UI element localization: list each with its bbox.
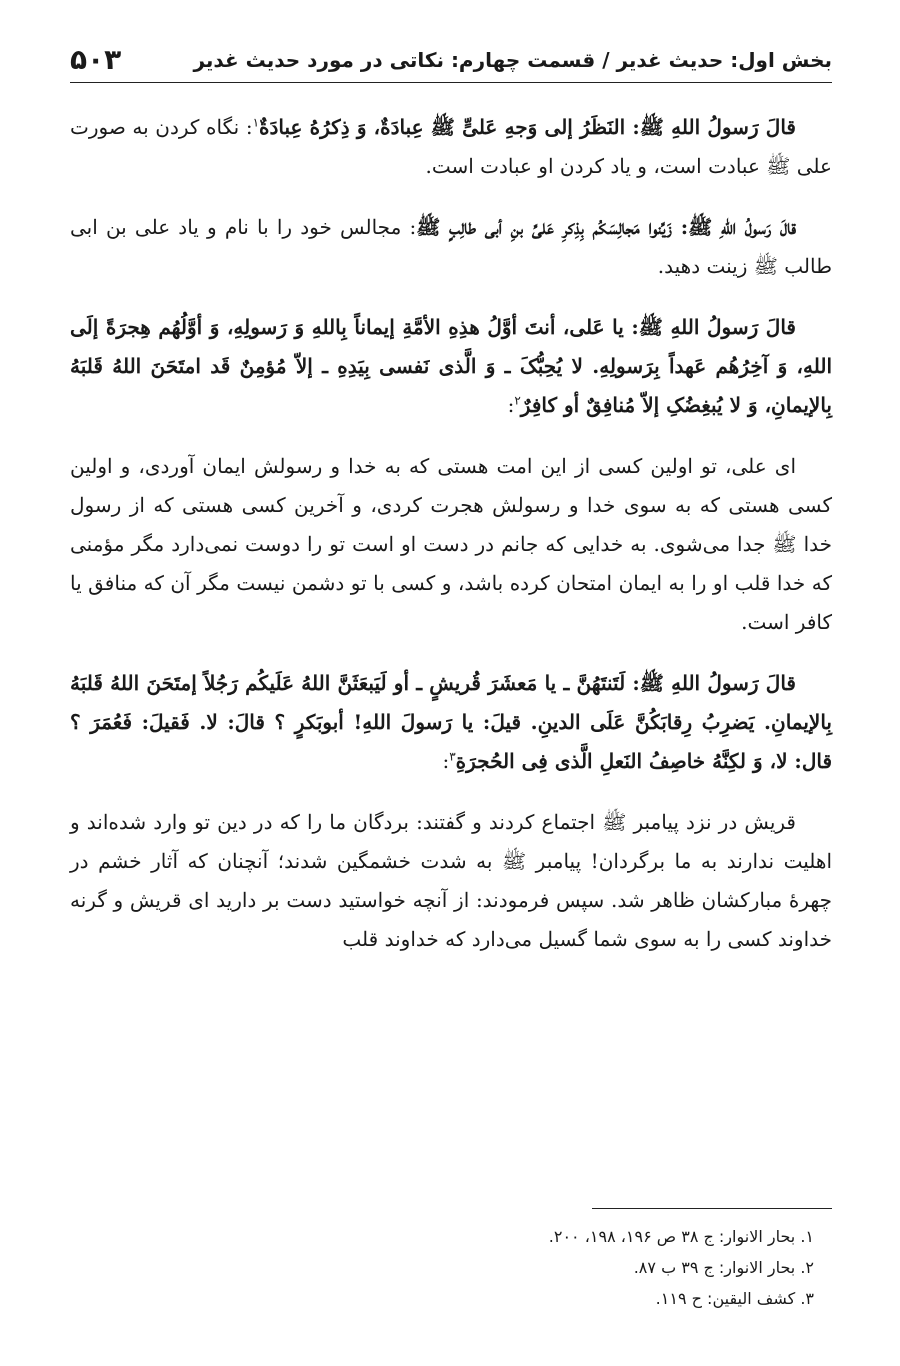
arabic-text: قالَ رَسولُ اللهِ ﷺ: لَتَنتَهُنَّ ـ یا مَعشَرَ قُریشٍ ـ أو لَیَبعَثَنَّ اللهُ عَلَیکُم رَجُلاً إمتَحَنَ اللهُ قَلبَهُ بِالإیمانِ. یَضرِبُ رِقابَکُنَّ عَلَی الدینِ. قیلَ: یا رَسولَ اللهِ! أبوبَکرٍ ؟ قالَ: لا. فَقیلَ: فَعُمَرَ ؟ قال: لا، وَ لکِنَّهُ خاصِفُ النَعلِ الَّذی فِی الحُجرَةِ xyxy=(70,671,832,773)
persian-text: ای علی، تو اولین کسی از این امت هستی که به خدا و رسولش ایمان آوردی، و اولین کسی هستی که به سوی خدا و رسولش هجرت کردی، و آخرین کسی هستی که از رسول خدا ﷺ جدا می‌شوی. به خدایی که جانم در دست او است تو را دوست نمی‌دارد مگر مؤمنی که خدا قلب او را به ایمان امتحان کرده باشد، و کسی با تو دشمن نیست مگر آن که منافق یا کافر است. xyxy=(70,454,832,634)
persian-text: قریش در نزد پیامبر ﷺ اجتماع کردند و گفتند: بردگان ما را که در دین تو وارد شده‌اند و اهلیت ندارند به ما برگردان! پیامبر ﷺ به شدت خشمگین شدند؛ آنچنان که آثار خشم در چهرهٔ مبارکشان ظاهر شد. سپس فرمودند: از آنچه خواستید دست بر دارید ای قریش و گرنه خداوند کسی را به سوی شما گسیل می‌دارد که خداوند قلب xyxy=(70,810,832,951)
footnote-ref: ۳ xyxy=(449,749,456,764)
footnote-3: ۳. کشف الیقین: ح ۱۱۹. xyxy=(655,1289,814,1308)
hadith-paragraph-4 xyxy=(70,664,832,781)
footnote-divider xyxy=(592,1208,832,1209)
persian-text: : نگاه کردن به صورت علی ﷺ عبادت است، و یاد کردن او عبادت است. xyxy=(70,115,832,178)
arabic-text: قالَ رَسولُ اللهِ ﷺ: یا عَلی، أنتَ أوَّلُ هذِهِ الأمَّةِ إیماناً بِاللهِ وَ رَسولِهِ، وَ أوَّلُهُم هِجرَةً إلَی اللهِ، وَ آخِرُهُم عَهداً بِرَسولِهِ. لا یُحِبُّکَ ـ وَ الَّذی نَفسی بِیَدِهِ ـ إلاّ مُؤمِنٌ قَد امتَحَنَ اللهُ قَلبَهُ بِالإیمانِ، وَ لا یُبغِضُکِ إلاّ مُنافِقٌ أو کافِرٌ xyxy=(70,315,832,417)
arabic-text: قالَ رَسولُ اللهِ ﷺ: زَیِّنوا مَجالِسَکُم بِذِکرِ عَلیِّ بنِ أبی طالِبٍ ﷺ xyxy=(416,215,796,239)
persian-text: : مجالس خود را با نام و یاد علی بن ابی طالب ﷺ زینت دهید. xyxy=(70,215,832,278)
page-body xyxy=(70,108,832,981)
persian-text: : xyxy=(442,749,450,773)
footnotes xyxy=(70,1208,832,1314)
arabic-text: قالَ رَسولُ اللهِ ﷺ: النَظَرُ إلی وَجهِ عَلیٍّ ﷺ عِبادَةٌ، وَ ذِکرُهُ عِبادَةٌ xyxy=(259,115,796,139)
page-number: ۵۰۳ xyxy=(70,43,122,76)
header-title: بخش اول: حدیث غدیر / قسمت چهارم: نکاتی در مورد حدیث غدیر xyxy=(193,48,832,72)
hadith-paragraph-1 xyxy=(70,108,832,186)
footnote-ref: ۲ xyxy=(514,393,521,408)
persian-text: : xyxy=(507,393,515,417)
translation-paragraph-4 xyxy=(70,803,832,959)
running-header xyxy=(70,30,832,83)
hadith-paragraph-2 xyxy=(70,208,832,286)
hadith-paragraph-3 xyxy=(70,308,832,425)
footnote-2: ۲. بحار الانوار: ج ۳۹ ب ۸۷. xyxy=(633,1258,814,1277)
translation-paragraph-3 xyxy=(70,447,832,642)
footnote-ref: ۱ xyxy=(252,115,260,130)
footnote-1: ۱. بحار الانوار: ج ۳۸ ص ۱۹۶، ۱۹۸، ۲۰۰. xyxy=(548,1227,814,1246)
